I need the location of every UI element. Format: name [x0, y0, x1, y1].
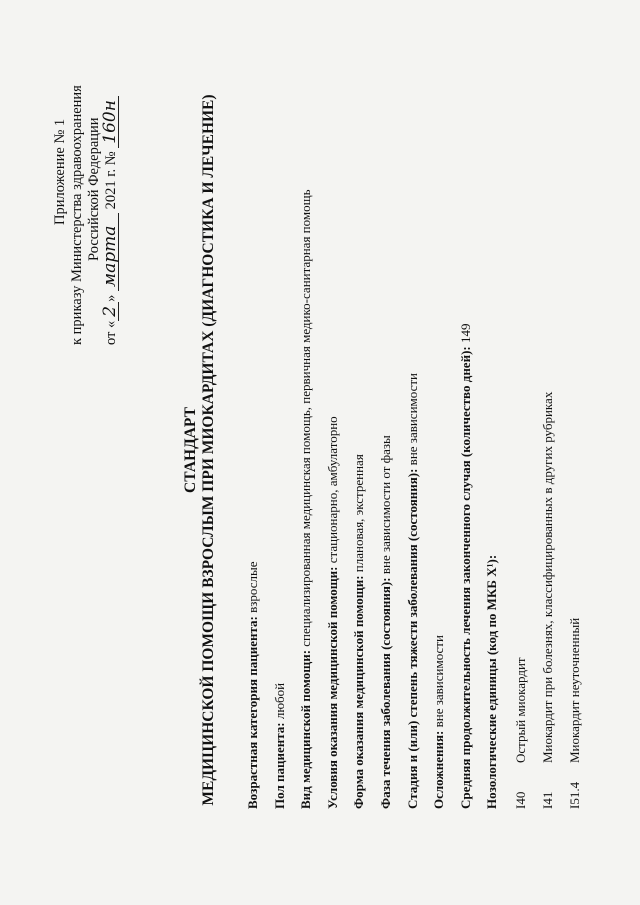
field-complications	[426, 9, 453, 809]
field-label: Средняя продолжительность лечения законченного случая (количество дней):	[457, 346, 473, 809]
appendix-block	[52, 85, 120, 345]
appendix-order: к приказу Министерства здравоохранения	[69, 85, 85, 345]
list-item	[561, 392, 588, 809]
appendix-number: Приложение № 1	[52, 118, 68, 225]
field-label: Условия оказания медицинской помощи:	[324, 566, 340, 809]
list-item	[507, 392, 534, 809]
title-standard: СТАНДАРТ	[182, 407, 199, 493]
field-label: Возрастная категория пациента:	[245, 616, 260, 809]
field-value: вне зависимости	[431, 635, 447, 728]
date-month: марта	[103, 213, 119, 291]
standard-fields	[240, 9, 506, 809]
field-label: Стадия и (или) степень тяжести заболевания (состояния):	[404, 468, 420, 809]
icd-code: I51.4	[567, 781, 582, 809]
order-number: 160н	[103, 96, 119, 148]
field-value: специализированная медицинская помощь, первичная медико-санитарная помощь	[298, 189, 314, 647]
appendix-federation: Российской Федерации	[86, 117, 102, 261]
date-prefix: от «	[103, 320, 119, 345]
field-label: Вид медицинской помощи:	[298, 649, 314, 809]
icd-name: Миокардит неуточненный	[567, 617, 582, 763]
field-label: Нозологические единицы (код по МКБ Х¹):	[484, 554, 500, 809]
field-value: любой	[271, 682, 287, 720]
field-nosology	[479, 9, 506, 809]
date-mid: »	[103, 294, 119, 302]
field-care-conditions	[320, 9, 347, 809]
field-value: стационарно, амбулаторно	[324, 416, 340, 564]
field-value: вне зависимости от фазы	[377, 435, 393, 575]
field-disease-phase	[373, 9, 400, 809]
field-label: Форма оказания медицинской помощи:	[351, 575, 367, 809]
field-duration	[453, 9, 480, 809]
title-subject: МЕДИЦИНСКОЙ ПОМОЩИ ВЗРОСЛЫМ ПРИ МИОКАРДИТАХ (ДИАГНОСТИКА И ЛЕЧЕНИЕ)	[200, 94, 217, 806]
field-age	[240, 9, 267, 809]
field-sex	[267, 9, 294, 809]
icd-code: I40	[513, 791, 528, 809]
field-label: Фаза течения заболевания (состояния):	[377, 577, 393, 809]
date-day: 2	[103, 302, 119, 321]
icd-code-list	[507, 392, 588, 809]
field-value: 149	[457, 323, 473, 344]
icd-name: Острый миокардит	[513, 657, 528, 763]
field-label: Осложнения:	[431, 730, 447, 809]
field-label: Пол пациента:	[271, 722, 287, 809]
icd-code: I41	[540, 791, 555, 809]
field-severity	[400, 9, 427, 809]
icd-name: Миокардит при болезнях, классифицированных в других рубриках	[540, 391, 555, 763]
date-year: 2021 г. №	[103, 151, 119, 210]
list-item	[534, 392, 561, 809]
field-value: взрослые	[245, 561, 260, 613]
document-title	[182, 35, 218, 865]
field-care-type	[293, 9, 320, 809]
field-value: вне зависимости	[404, 373, 420, 466]
appendix-date-line	[100, 85, 120, 345]
field-value: плановая, экстренная	[351, 454, 367, 573]
field-care-form	[346, 9, 373, 809]
